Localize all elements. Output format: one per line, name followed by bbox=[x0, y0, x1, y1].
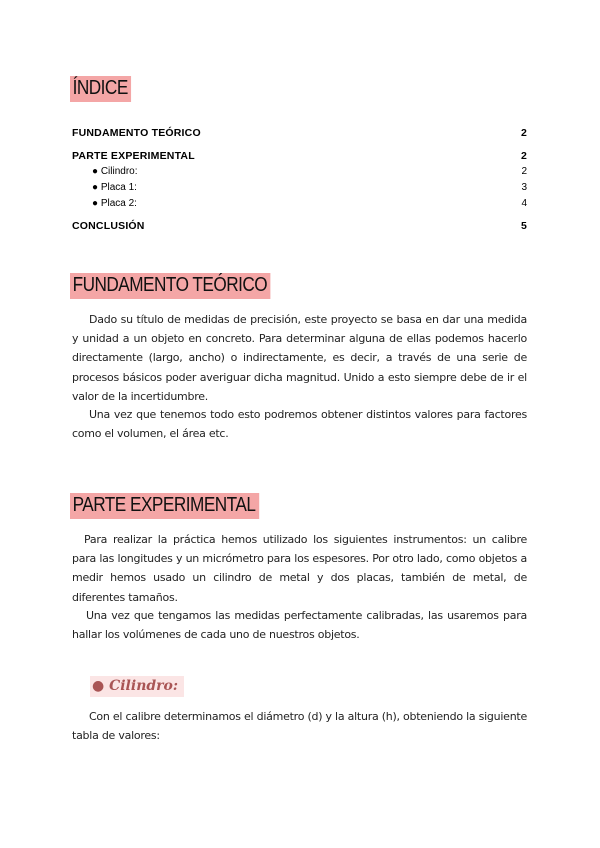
toc-entry-page: 2 bbox=[520, 127, 527, 139]
fundamento-paragraph-2: Una vez que tenemos todo esto podremos obtener distintos valores para factores como el volumen, el área etc. bbox=[72, 408, 527, 441]
toc-entry-label: FUNDAMENTO TEÓRICO bbox=[72, 127, 201, 139]
toc-subentry-label: ● Placa 2: bbox=[92, 198, 137, 209]
toc-entry-page: 5 bbox=[520, 220, 527, 232]
cilindro-heading: ● Cilindro: bbox=[90, 676, 184, 697]
toc-subentry-placa-2[interactable] bbox=[92, 198, 527, 209]
toc-subentry-cilindro[interactable] bbox=[92, 166, 527, 177]
toc-entry-fundamento[interactable] bbox=[72, 127, 527, 139]
toc-entry-experimental[interactable] bbox=[72, 150, 527, 162]
toc-entry-label: PARTE EXPERIMENTAL bbox=[72, 150, 195, 162]
index-heading: ÍNDICE bbox=[70, 76, 131, 102]
experimental-paragraph-2: Una vez que tengamos las medidas perfectamente calibradas, las usaremos para hallar los volúmenes de cada uno de nuestros objetos. bbox=[72, 609, 527, 642]
experimental-paragraph-1: Para realizar la práctica hemos utilizado los siguientes instrumentos: un calibre para las longitudes y un micrómetro para los espesores. Por otro lado, como objetos a medir hemos usado un cilindro de metal y dos placas, también de metal, de diferentes tamaños. bbox=[72, 533, 527, 604]
toc-subentry-page: 2 bbox=[521, 166, 527, 177]
toc-entry-conclusion[interactable] bbox=[72, 220, 527, 232]
fundamento-paragraph-1: Dado su título de medidas de precisión, este proyecto se basa en dar una medida y unidad a un objeto en concreto. Para determinar alguna de ellas podemos hacerlo directamente (largo, ancho) o indirectamente, es decir, a través de una serie de procesos básicos poder averiguar dicha magnitud. Unido a esto siempre debe de ir el valor de la incertidumbre. bbox=[72, 313, 527, 403]
toc-subentry-label: ● Cilindro: bbox=[92, 166, 138, 177]
toc-entry-label: CONCLUSIÓN bbox=[72, 220, 145, 232]
cilindro-paragraph-1: Con el calibre determinamos el diámetro (d) y la altura (h), obteniendo la siguiente tabla de valores: bbox=[72, 710, 527, 743]
toc-subentry-placa-1[interactable] bbox=[92, 182, 527, 193]
toc-entry-page: 2 bbox=[520, 150, 527, 162]
fundamento-heading: FUNDAMENTO TEÓRICO bbox=[70, 273, 271, 299]
toc-subentry-label: ● Placa 1: bbox=[92, 182, 137, 193]
toc-subentry-page: 3 bbox=[521, 182, 527, 193]
experimental-heading: PARTE EXPERIMENTAL bbox=[70, 493, 259, 519]
toc-subentry-page: 4 bbox=[521, 198, 527, 209]
